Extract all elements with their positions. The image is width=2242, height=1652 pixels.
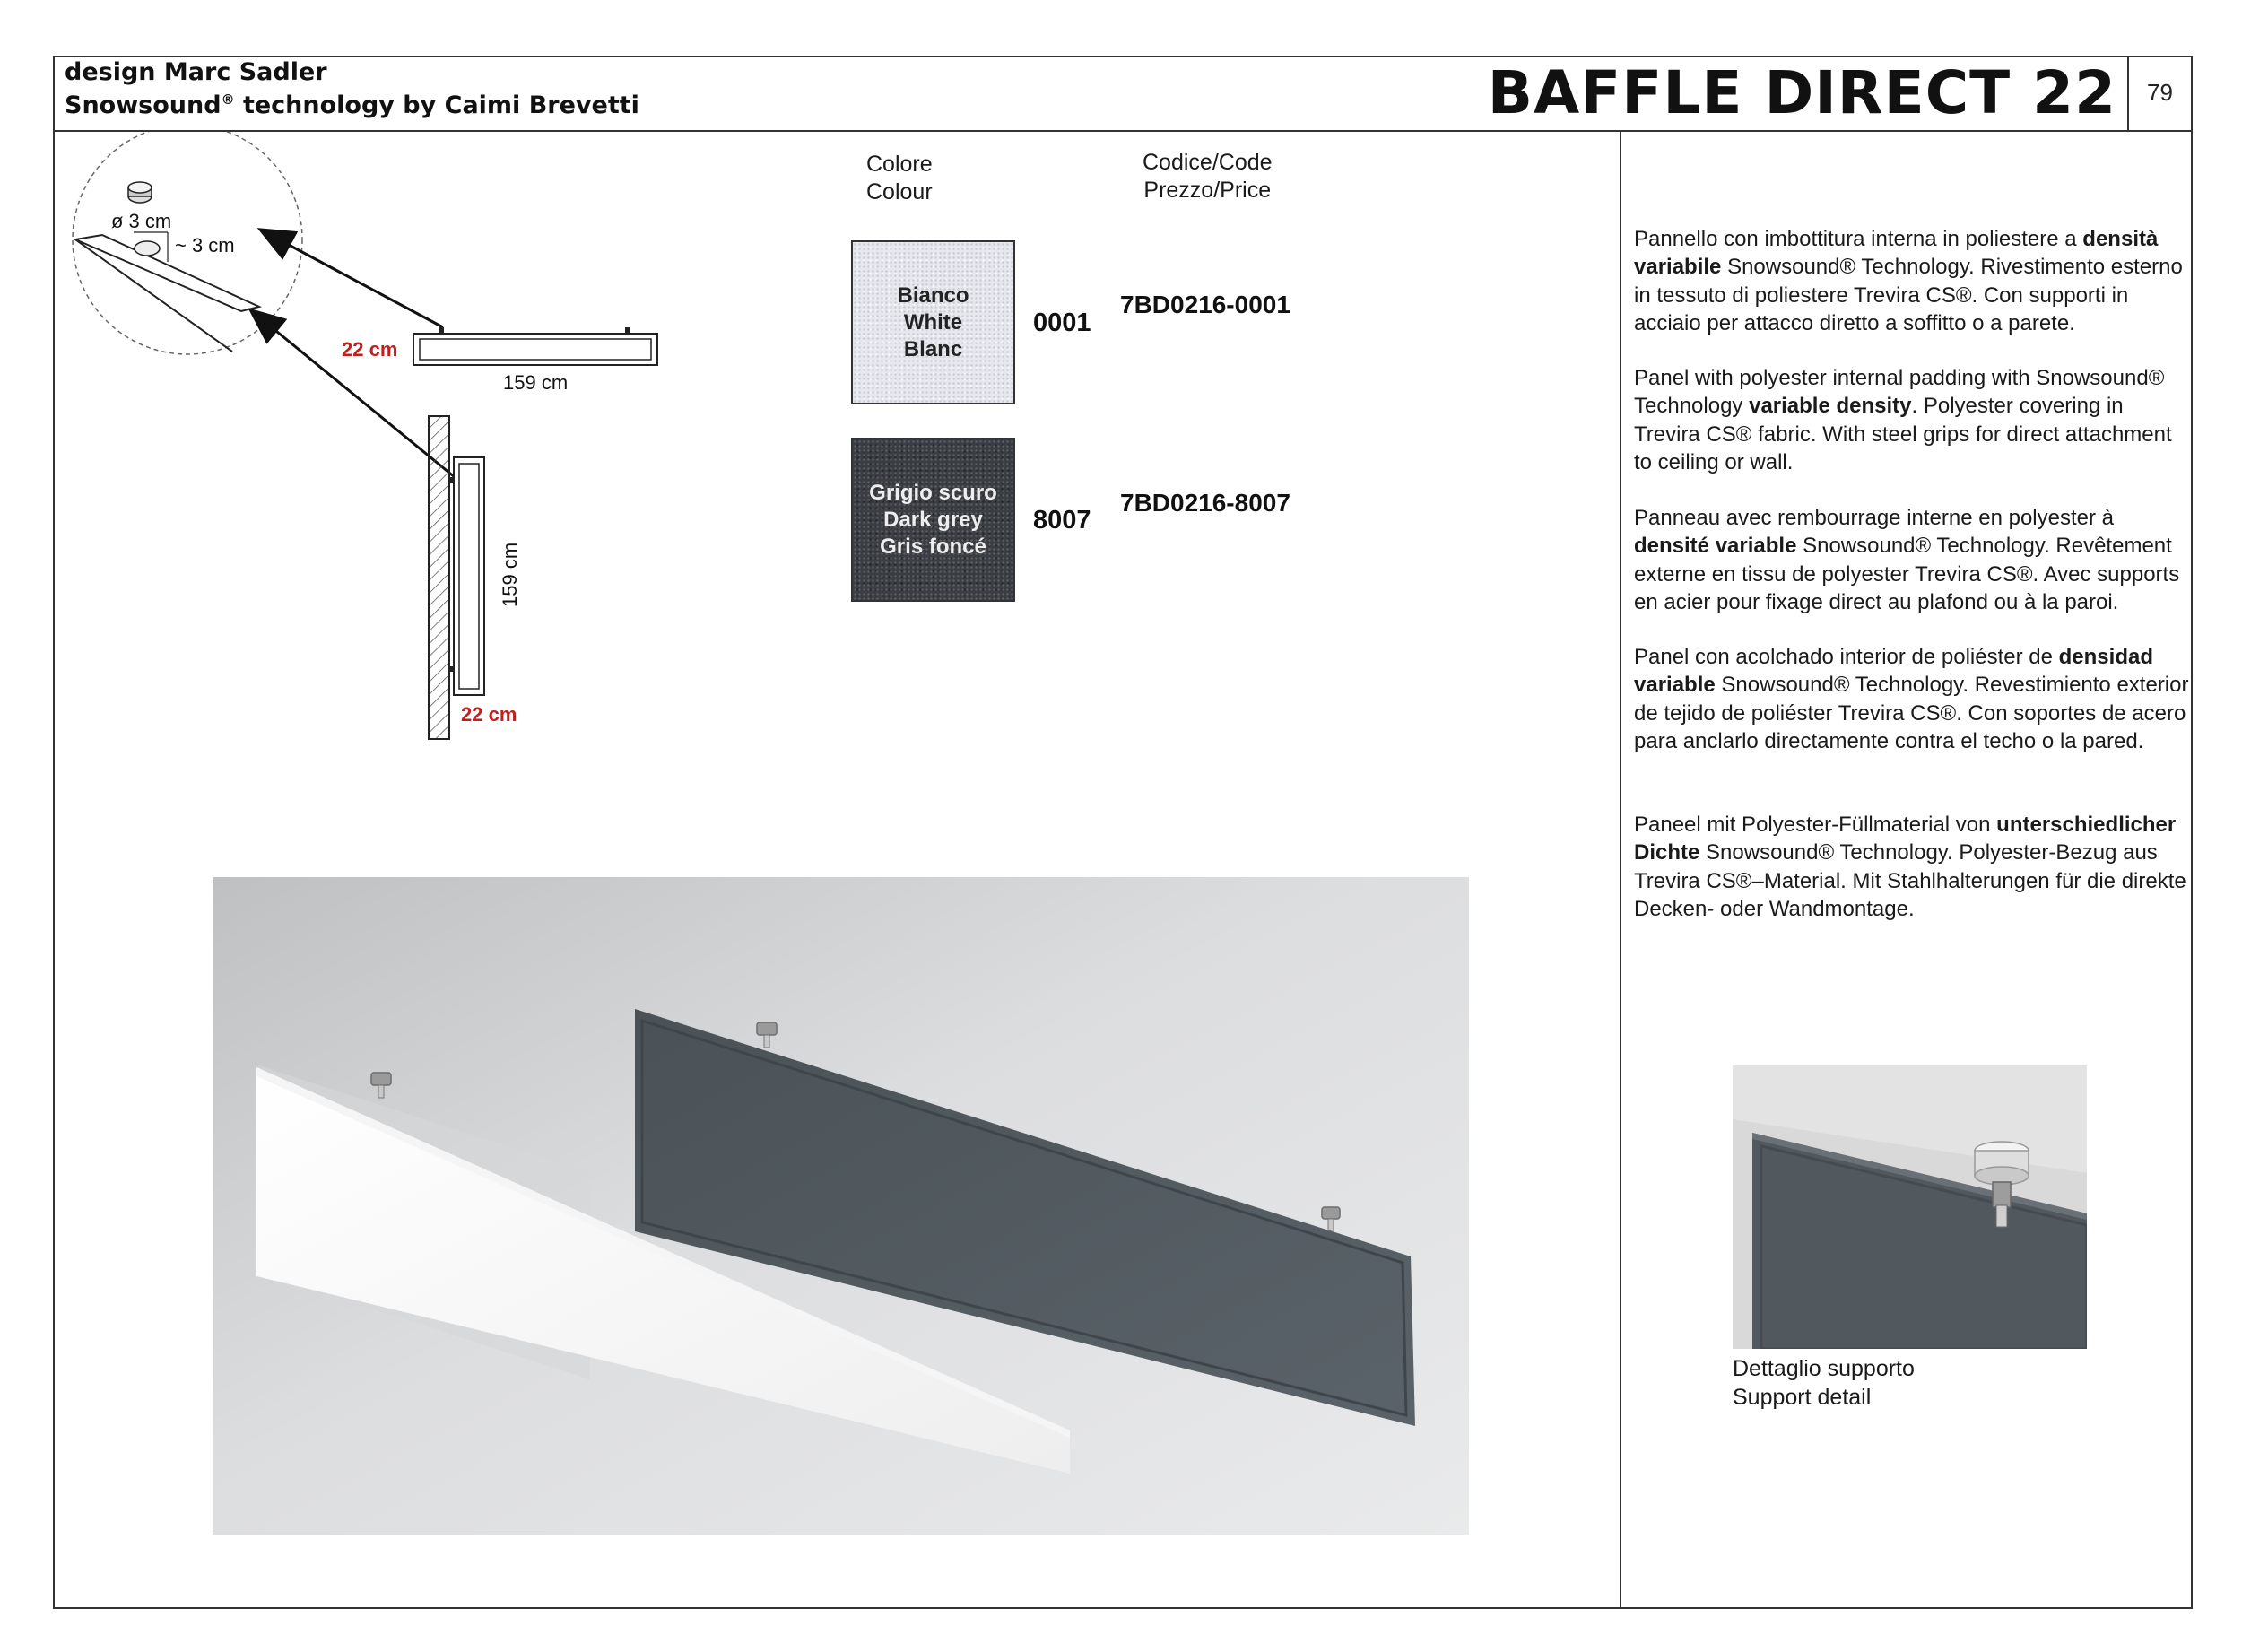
hole-diameter-label: ø 3 cm: [111, 210, 172, 232]
ceiling-length-dimension: 159 cm: [503, 371, 569, 394]
product-photo: [213, 877, 1469, 1535]
colour-column-header: Colore Colour: [866, 152, 933, 204]
designer-credit: design Marc Sadler: [65, 58, 327, 86]
detail-caption: Dettaglio supporto Support detail: [1733, 1356, 1915, 1410]
technical-drawing: [53, 132, 842, 760]
swatch-white: Bianco White Blanc: [851, 240, 1015, 404]
column-divider: [1620, 130, 1621, 1609]
clearance-label: ~ 3 cm: [175, 234, 235, 256]
swatch-dark-grey: Grigio scuro Dark grey Gris foncé: [851, 438, 1015, 602]
product-code-dark-grey: 7BD0216-8007: [1120, 489, 1290, 517]
product-title: BAFFLE DIRECT 22: [1487, 58, 2116, 127]
wall-panel-drawing: [429, 416, 484, 739]
wall-depth-dimension: 22 cm: [461, 703, 517, 726]
callout-arrow-ceiling: [262, 230, 443, 327]
technology-credit: Snowsound® technology by Caimi Brevetti: [65, 91, 639, 119]
description-german: Paneel mit Polyester-Füllmaterial von unterschiedlicher Dichte Snowsound® Technology. Polyester-Bezug aus Trevira CS®–Material. Mit Stahlhalterungen für die direkte Decken- oder Wandmontage.: [1634, 813, 2186, 922]
colour-code-white: 0001: [1033, 309, 1091, 337]
support-detail-photo: [1733, 1065, 2087, 1349]
product-code-white: 7BD0216-0001: [1120, 291, 1290, 318]
description-french: Panneau avec rembourrage interne en polyester à densité variable Snowsound® Technology. Revêtement externe en tissu de polyester Trevira CS®. Avec supports en acier pour fixage direct au plafond ou à la paroi.: [1634, 506, 2180, 615]
page-number: 79: [2147, 79, 2173, 106]
description-spanish: Panel con acolchado interior de poliéster de densidad variable Snowsound® Technology. Revestimiento exterior de tejido de poliéster Trevira CS®. Con soportes de acero para anclarlo directamente contra el techo o la pared.: [1634, 645, 2189, 754]
ceiling-height-dimension: 22 cm: [342, 338, 398, 361]
colour-code-dark-grey: 8007: [1033, 506, 1091, 535]
description-english: Panel with polyester internal padding with Snowsound® Technology variable density. Polyester covering in Trevira CS® fabric. With steel grips for direct attachment to ceiling or wall.: [1634, 366, 2172, 475]
ceiling-panel-drawing: [413, 327, 657, 365]
wall-length-dimension: 159 cm: [499, 542, 521, 607]
description-italian: Pannello con imbottitura interna in poliestere a densità variabile Snowsound® Technology. Rivestimento esterno in tessuto di poliestere Trevira CS®. Con supporti in acciaio per attacco diretto a soffitto o a parete.: [1634, 227, 2183, 336]
code-column-header: Codice/Code Prezzo/Price: [1143, 150, 1273, 203]
